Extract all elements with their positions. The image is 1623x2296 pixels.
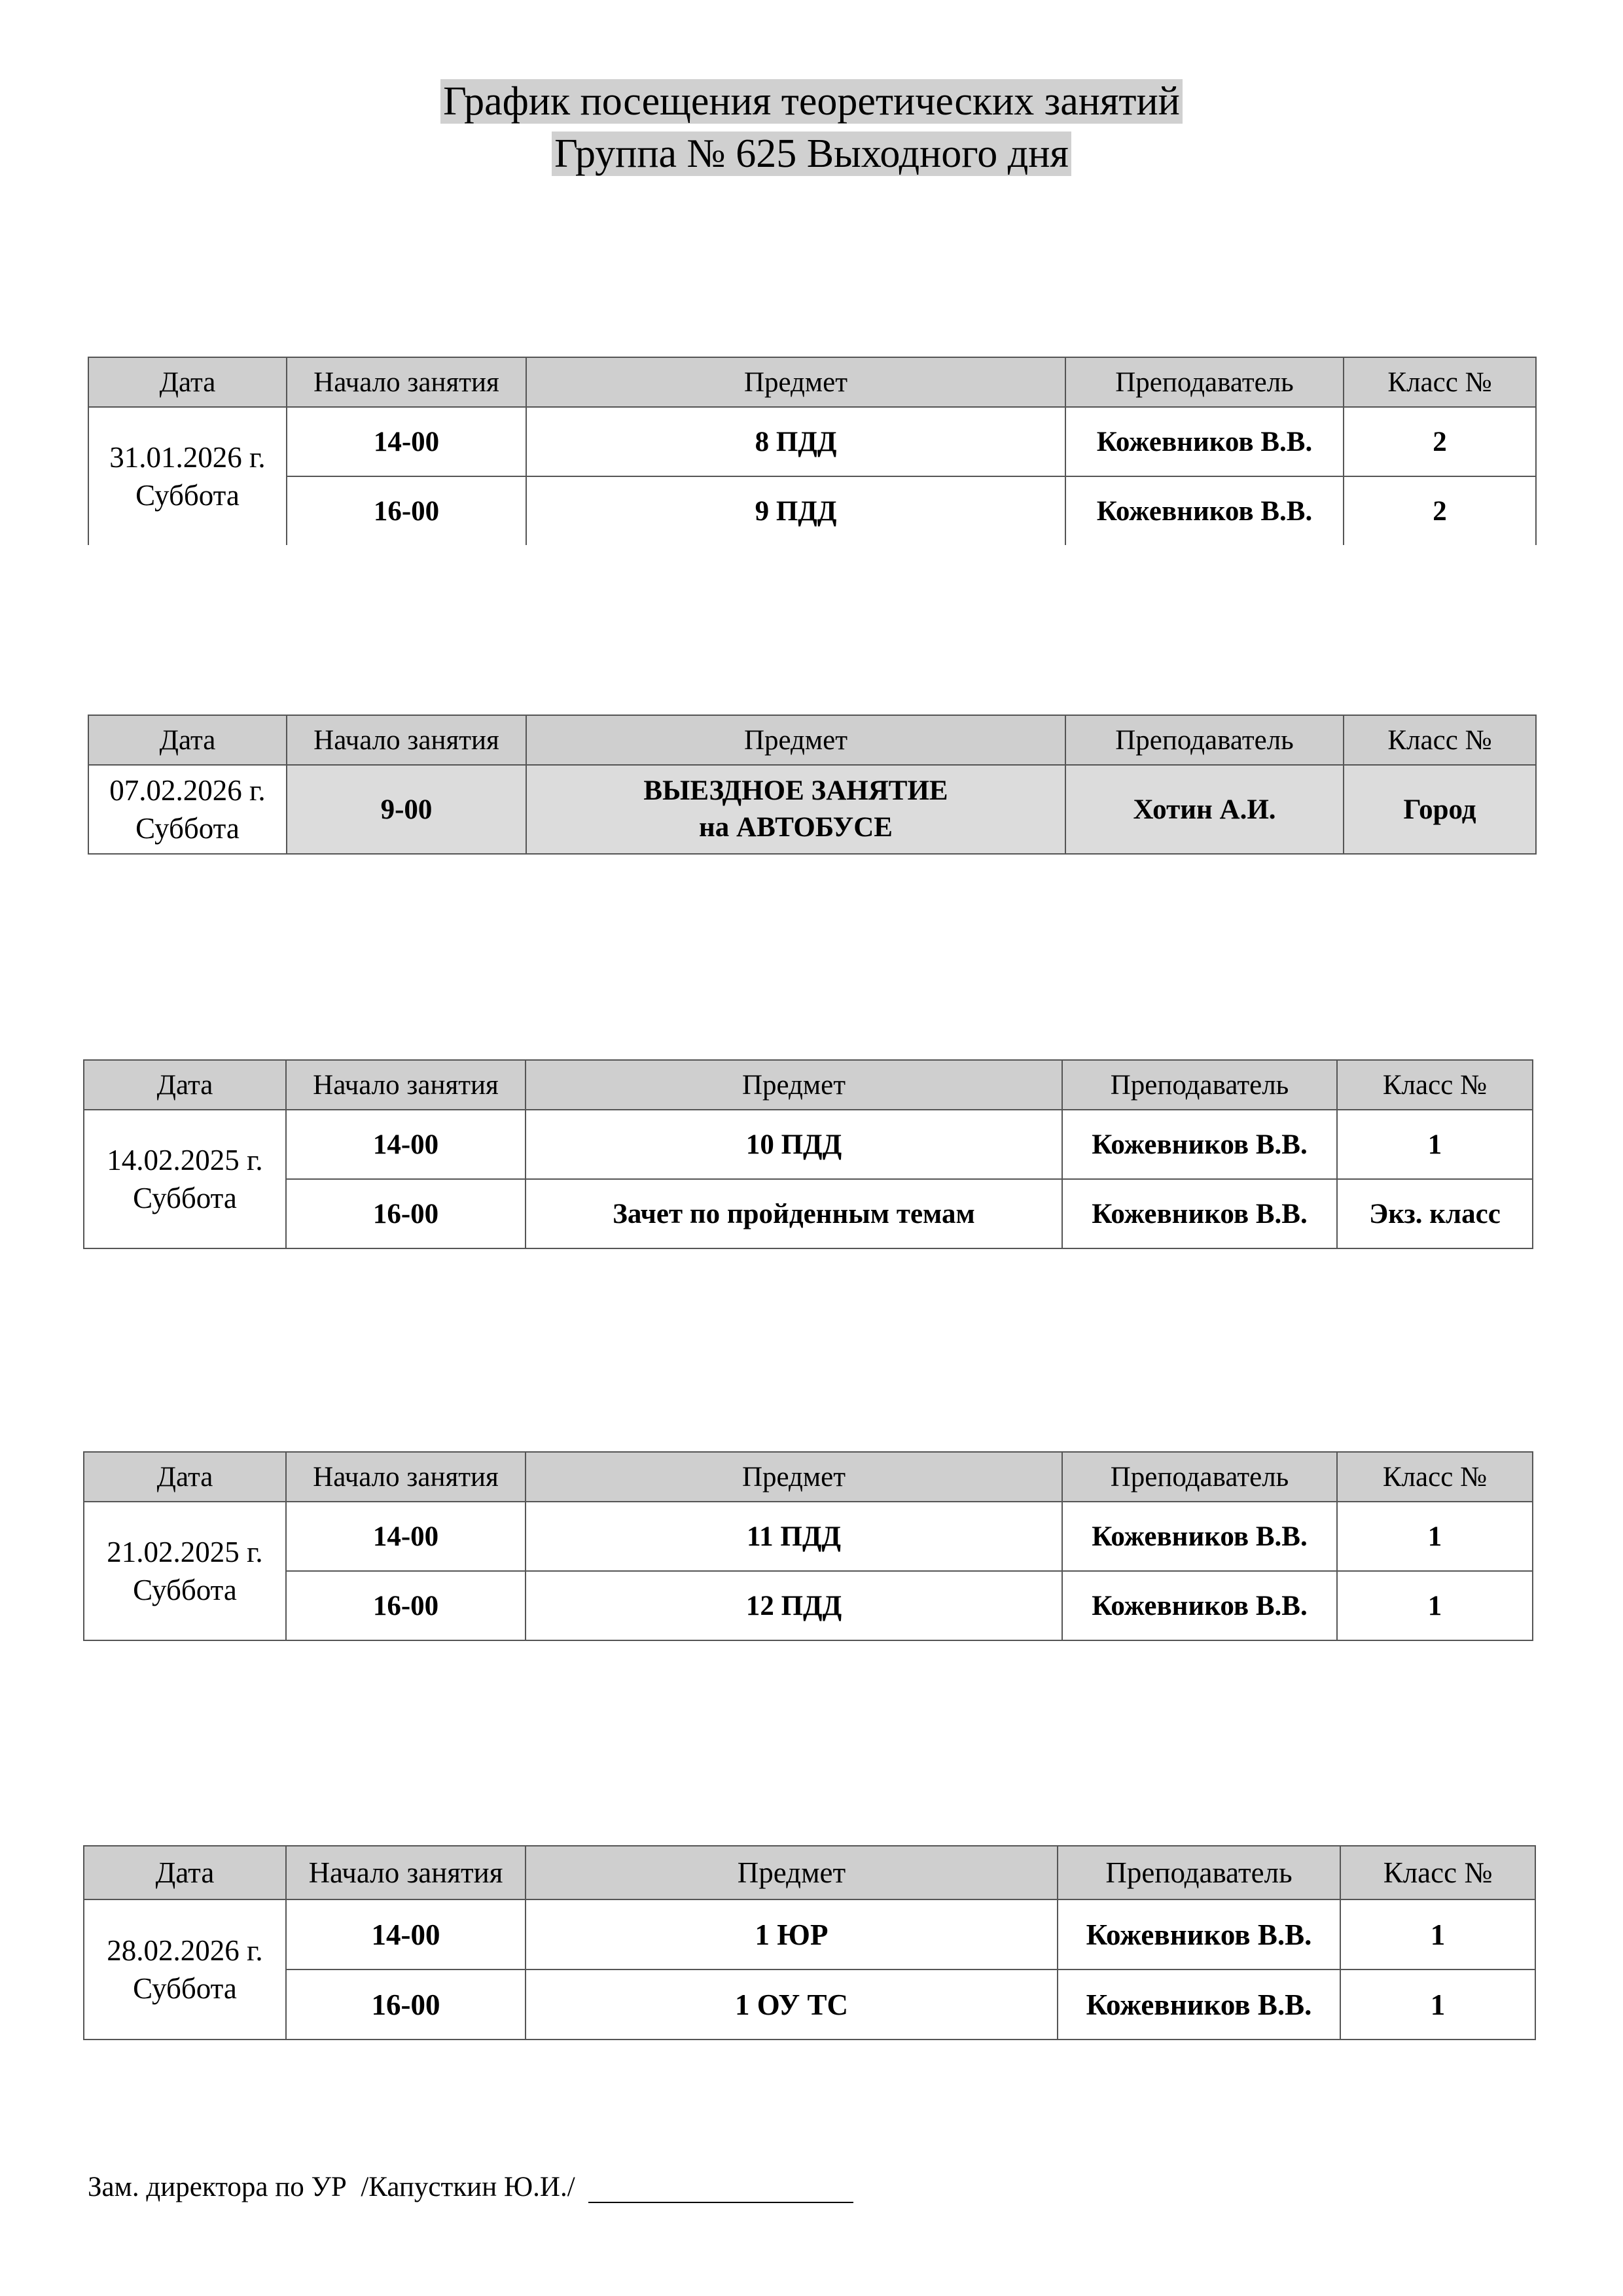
date-cell xyxy=(84,1502,286,1640)
room-cell: 2 xyxy=(1344,476,1536,545)
room-cell: 1 xyxy=(1337,1110,1533,1179)
room-cell: 1 xyxy=(1340,1899,1535,1969)
subject-cell: 8 ПДД xyxy=(526,407,1065,476)
teacher-cell: Кожевников В.В. xyxy=(1058,1969,1340,2040)
title-line-2: Группа № 625 Выходного дня xyxy=(552,132,1071,176)
header-date: Дата xyxy=(88,357,287,407)
teacher-cell: Кожевников В.В. xyxy=(1062,1179,1337,1248)
header-start: Начало занятия xyxy=(287,715,526,765)
subject-cell: 1 ЮР xyxy=(526,1899,1058,1969)
room-cell: 2 xyxy=(1344,407,1536,476)
table-row xyxy=(88,765,1536,854)
header-row xyxy=(84,1452,1533,1502)
header-room: Класс № xyxy=(1344,357,1536,407)
start-cell: 16-00 xyxy=(287,476,526,545)
subject-line-2: на АВТОБУСЕ xyxy=(699,812,893,843)
title-line-1: График посещения теоретических занятий xyxy=(440,79,1183,124)
document-title xyxy=(0,75,1623,180)
teacher-cell: Кожевников В.В. xyxy=(1065,407,1344,476)
header-row xyxy=(84,1060,1533,1110)
table-row xyxy=(84,1969,1535,2040)
header-teacher: Преподаватель xyxy=(1062,1060,1337,1110)
date-cell xyxy=(84,1110,286,1248)
schedule-table-5 xyxy=(83,1845,1536,2040)
header-subject: Предмет xyxy=(526,1452,1062,1502)
table-row xyxy=(84,1110,1533,1179)
subject-cell: 10 ПДД xyxy=(526,1110,1062,1179)
date-value: 07.02.2026 г. xyxy=(109,774,266,807)
table-row xyxy=(88,407,1536,476)
room-cell: Экз. класс xyxy=(1337,1179,1533,1248)
header-subject: Предмет xyxy=(526,357,1065,407)
start-cell: 14-00 xyxy=(286,1110,526,1179)
subject-cell: 9 ПДД xyxy=(526,476,1065,545)
subject-line-1: ВЫЕЗДНОЕ ЗАНЯТИЕ xyxy=(643,775,948,806)
teacher-cell: Кожевников В.В. xyxy=(1062,1502,1337,1571)
table-row xyxy=(84,1179,1533,1248)
day-value: Суббота xyxy=(133,1182,237,1214)
header-teacher: Преподаватель xyxy=(1062,1452,1337,1502)
teacher-cell: Кожевников В.В. xyxy=(1065,476,1344,545)
header-date: Дата xyxy=(84,1060,286,1110)
date-cell xyxy=(84,1899,286,2040)
header-teacher: Преподаватель xyxy=(1065,715,1344,765)
start-cell: 14-00 xyxy=(287,407,526,476)
header-teacher: Преподаватель xyxy=(1065,357,1344,407)
header-subject: Предмет xyxy=(526,1846,1058,1899)
subject-cell: Зачет по пройденным темам xyxy=(526,1179,1062,1248)
header-start: Начало занятия xyxy=(286,1846,526,1899)
room-cell: Город xyxy=(1344,765,1536,854)
teacher-cell: Кожевников В.В. xyxy=(1058,1899,1340,1969)
date-value: 28.02.2026 г. xyxy=(107,1934,263,1967)
date-cell xyxy=(88,765,287,854)
start-cell: 16-00 xyxy=(286,1179,526,1248)
start-cell: 16-00 xyxy=(286,1969,526,2040)
header-row xyxy=(88,357,1536,407)
day-value: Суббота xyxy=(133,1574,237,1606)
date-cell xyxy=(88,407,287,545)
header-subject: Предмет xyxy=(526,1060,1062,1110)
start-cell: 16-00 xyxy=(286,1571,526,1640)
day-value: Суббота xyxy=(135,812,240,845)
header-room: Класс № xyxy=(1344,715,1536,765)
teacher-cell: Хотин А.И. xyxy=(1065,765,1344,854)
table-row xyxy=(84,1899,1535,1969)
table-row xyxy=(88,476,1536,545)
day-value: Суббота xyxy=(133,1972,237,2005)
date-value: 14.02.2025 г. xyxy=(107,1144,263,1176)
header-subject: Предмет xyxy=(526,715,1065,765)
teacher-cell: Кожевников В.В. xyxy=(1062,1571,1337,1640)
header-row xyxy=(88,715,1536,765)
schedule-table-3 xyxy=(83,1059,1533,1249)
date-value: 21.02.2025 г. xyxy=(107,1536,263,1568)
day-value: Суббота xyxy=(135,479,240,512)
table-row xyxy=(84,1571,1533,1640)
room-cell: 1 xyxy=(1337,1502,1533,1571)
table-row xyxy=(84,1502,1533,1571)
start-cell: 14-00 xyxy=(286,1502,526,1571)
date-value: 31.01.2026 г. xyxy=(109,441,266,474)
schedule-table-2 xyxy=(88,715,1537,855)
header-room: Класс № xyxy=(1340,1846,1535,1899)
start-cell: 9-00 xyxy=(287,765,526,854)
header-start: Начало занятия xyxy=(286,1452,526,1502)
subject-cell: 11 ПДД xyxy=(526,1502,1062,1571)
start-cell: 14-00 xyxy=(286,1899,526,1969)
schedule-table-4 xyxy=(83,1451,1533,1641)
header-start: Начало занятия xyxy=(286,1060,526,1110)
schedule-table-1 xyxy=(88,357,1537,545)
header-start: Начало занятия xyxy=(287,357,526,407)
room-cell: 1 xyxy=(1337,1571,1533,1640)
signature-line xyxy=(588,2173,853,2203)
header-teacher: Преподаватель xyxy=(1058,1846,1340,1899)
header-room: Класс № xyxy=(1337,1452,1533,1502)
header-date: Дата xyxy=(88,715,287,765)
subject-cell xyxy=(526,765,1065,854)
header-room: Класс № xyxy=(1337,1060,1533,1110)
room-cell: 1 xyxy=(1340,1969,1535,2040)
teacher-cell: Кожевников В.В. xyxy=(1062,1110,1337,1179)
header-date: Дата xyxy=(84,1846,286,1899)
header-row xyxy=(84,1846,1535,1899)
header-date: Дата xyxy=(84,1452,286,1502)
subject-cell: 12 ПДД xyxy=(526,1571,1062,1640)
signature-text: Зам. директора по УР /Капусткин Ю.И./ xyxy=(88,2172,575,2202)
signature-footer xyxy=(88,2171,853,2203)
subject-cell: 1 ОУ ТС xyxy=(526,1969,1058,2040)
